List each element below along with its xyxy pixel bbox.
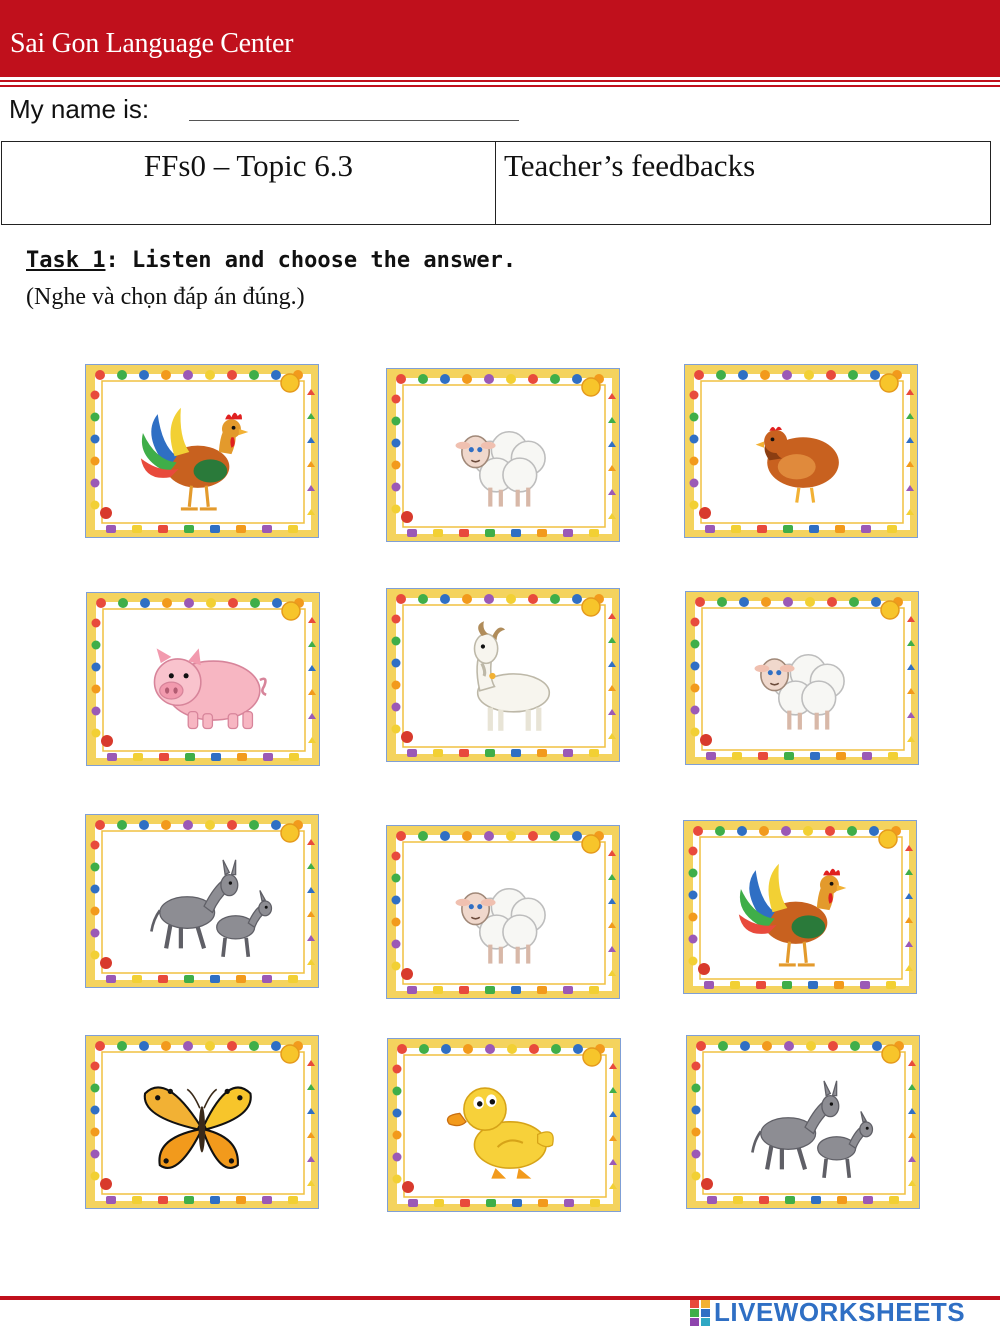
liveworksheets-logo [690,1297,965,1328]
answer-card[interactable] [386,588,620,762]
logo-text: LIVEWORKSHEETS [714,1297,966,1327]
answer-card[interactable] [85,814,319,988]
info-table [1,141,991,225]
answer-card[interactable] [387,1038,621,1212]
feedback-cell: Teacher’s feedbacks [504,148,756,183]
name-input[interactable] [189,120,519,121]
answer-card[interactable] [85,1035,319,1209]
answer-card[interactable] [685,591,919,765]
logo-cube-icon [690,1300,710,1326]
center-title: Sai Gon Language Center [10,28,294,59]
header-divider [0,80,1000,82]
task-translation: (Nghe và chọn đáp án đúng.) [26,284,305,310]
answer-card[interactable] [686,1035,920,1209]
answer-card[interactable] [386,368,620,542]
answer-card[interactable] [386,825,620,999]
answer-card[interactable] [85,364,319,538]
topic-cell: FFs0 – Topic 6.3 [2,142,496,224]
answer-card[interactable] [684,364,918,538]
answer-card[interactable] [86,592,320,766]
task-label: Task 1 [26,248,106,273]
name-label: My name is: [9,94,150,124]
header-banner [0,0,1000,77]
header-divider-thin [0,85,1000,87]
answer-card[interactable] [683,820,917,994]
task-heading [26,248,516,273]
task-instruction: : Listen and choose the answer. [105,248,517,273]
